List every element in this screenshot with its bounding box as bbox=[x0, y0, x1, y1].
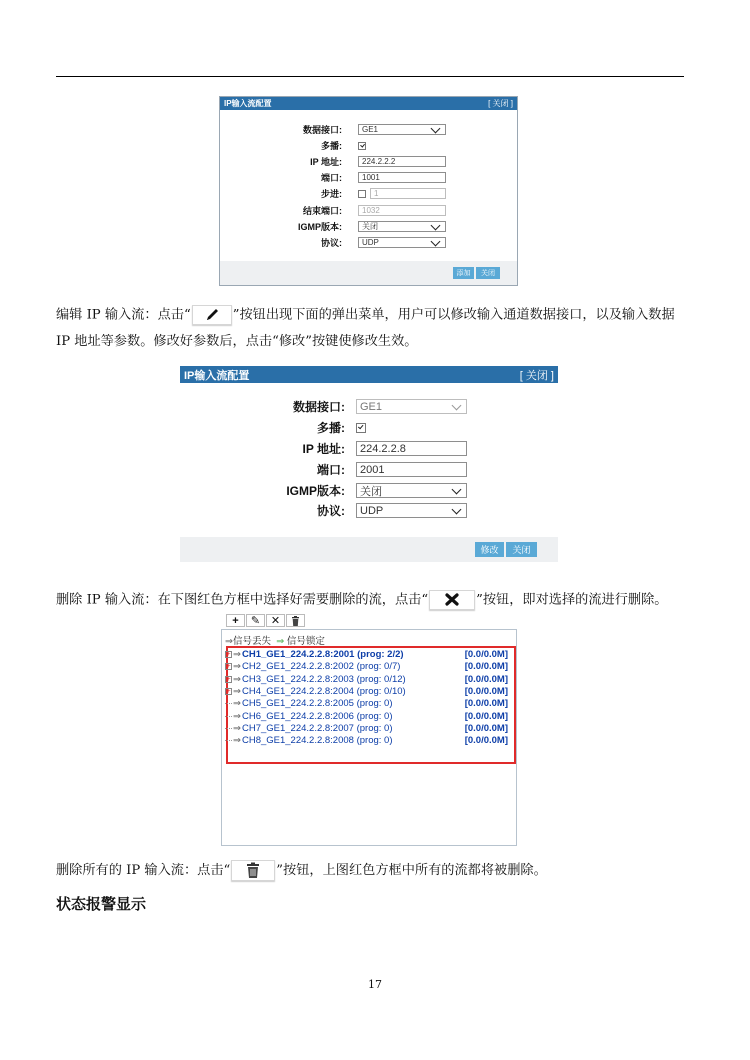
dialog-title: IP输入流配置 bbox=[224, 99, 272, 108]
delete-stream-button[interactable]: ✕ bbox=[266, 614, 285, 627]
channel-row[interactable] bbox=[225, 686, 508, 697]
checkbox-step[interactable] bbox=[358, 190, 366, 198]
channel-rate: [0.0/0.0M] bbox=[464, 661, 508, 673]
channel-row[interactable] bbox=[225, 661, 508, 672]
channel-row[interactable] bbox=[225, 674, 508, 685]
chevron-down-icon bbox=[452, 504, 462, 514]
page-number: 17 bbox=[368, 978, 382, 991]
select-interface[interactable]: GE1 bbox=[358, 124, 446, 135]
label-igmp: IGMP版本: bbox=[298, 222, 342, 232]
label-protocol: 协议: bbox=[317, 504, 345, 518]
tree-connector bbox=[225, 740, 232, 741]
signal-arrow-icon: ⇒ bbox=[233, 710, 241, 722]
input-port[interactable]: 1001 bbox=[358, 172, 446, 183]
edit-pencil-icon bbox=[192, 305, 232, 325]
label-port: 端口: bbox=[321, 173, 342, 183]
channel-row[interactable] bbox=[225, 698, 508, 709]
chevron-down-icon bbox=[431, 236, 441, 246]
channel-row[interactable] bbox=[225, 723, 508, 734]
tree-connector bbox=[225, 703, 232, 704]
checkbox-multicast[interactable] bbox=[358, 142, 366, 150]
channel-name: CH4_GE1_224.2.2.8:2004 (prog: 0/10) bbox=[241, 685, 406, 697]
input-stream-tree bbox=[221, 612, 517, 846]
row-interface bbox=[180, 398, 467, 415]
chevron-down-icon bbox=[452, 400, 462, 410]
label-ip: IP 地址: bbox=[310, 157, 342, 167]
channel-rate: [0.0/0.0M] bbox=[464, 710, 508, 722]
channel-rate: [0.0/0.0M] bbox=[464, 735, 508, 747]
chevron-down-icon bbox=[431, 123, 441, 133]
input-ip[interactable]: 224.2.2.2 bbox=[358, 156, 446, 167]
chevron-down-icon bbox=[452, 484, 462, 494]
expand-icon[interactable]: + bbox=[226, 675, 231, 683]
input-port[interactable]: 2001 bbox=[356, 462, 467, 477]
signal-arrow-icon: ⇒ bbox=[233, 673, 241, 685]
label-multicast: 多播: bbox=[317, 421, 345, 435]
channel-row[interactable] bbox=[225, 711, 508, 722]
row-igmp bbox=[220, 220, 446, 233]
tree-panel bbox=[221, 629, 517, 846]
signal-lost-arrow-icon: ⇒ bbox=[225, 636, 233, 647]
ip-input-config-dialog-add bbox=[219, 96, 518, 286]
tree-toolbar bbox=[226, 614, 306, 627]
header-rule bbox=[56, 76, 684, 77]
label-step: 步进: bbox=[321, 189, 342, 199]
row-protocol bbox=[180, 502, 467, 519]
dialog-close-link[interactable]: [ 关闭 ] bbox=[519, 369, 554, 382]
channel-rate: [0.0/0.0M] bbox=[464, 649, 508, 660]
label-protocol: 协议: bbox=[321, 238, 342, 248]
input-end-port[interactable]: 1032 bbox=[358, 205, 446, 216]
channel-name: CH2_GE1_224.2.2.8:2002 (prog: 0/7) bbox=[241, 661, 401, 673]
channel-row[interactable] bbox=[225, 735, 508, 746]
signal-arrow-icon: ⇒ bbox=[233, 698, 241, 710]
select-igmp[interactable]: 关闭 bbox=[358, 221, 446, 232]
row-port bbox=[180, 461, 467, 478]
signal-locked-arrow-icon: ⇒ bbox=[276, 636, 285, 647]
dialog-close-link[interactable]: [ 关闭 ] bbox=[488, 99, 513, 108]
input-step[interactable]: 1 bbox=[370, 188, 446, 199]
delete-all-button[interactable] bbox=[286, 614, 305, 627]
select-protocol[interactable]: UDP bbox=[356, 503, 467, 518]
row-ip bbox=[220, 155, 446, 168]
row-end-port bbox=[220, 204, 446, 217]
label-port: 端口: bbox=[317, 463, 345, 477]
row-multicast bbox=[220, 139, 366, 152]
signal-legend: ⇒信号丢失 ⇒ 信号锁定 bbox=[225, 636, 325, 647]
channel-name: CH7_GE1_224.2.2.8:2007 (prog: 0) bbox=[241, 722, 393, 734]
trash-icon bbox=[291, 616, 300, 626]
row-ip bbox=[180, 440, 467, 457]
label-igmp: IGMP版本: bbox=[286, 484, 345, 498]
paragraph-delete: 删除 IP 输入流：在下图红色方框中选择好需要删除的流，点击“ ”按钮，即对选择的流进行删除。 bbox=[56, 590, 667, 610]
signal-arrow-icon: ⇒ bbox=[233, 722, 241, 734]
signal-arrow-icon: ⇒ bbox=[233, 661, 241, 673]
dialog-title: IP输入流配置 bbox=[184, 369, 250, 382]
channel-rate: [0.0/0.0M] bbox=[464, 698, 508, 710]
channel-name: CH5_GE1_224.2.2.8:2005 (prog: 0) bbox=[241, 698, 393, 710]
delete-x-icon bbox=[429, 590, 475, 610]
channel-name: CH1_GE1_224.2.2.8:2001 (prog: 2/2) bbox=[241, 649, 404, 660]
signal-arrow-icon: ⇒ bbox=[233, 685, 241, 697]
dialog-header bbox=[180, 366, 558, 383]
select-interface[interactable]: GE1 bbox=[356, 399, 467, 414]
expand-icon[interactable]: + bbox=[226, 663, 231, 671]
section-heading: 状态报警显示 bbox=[56, 895, 147, 913]
expand-icon[interactable]: + bbox=[226, 651, 231, 658]
expand-icon[interactable]: + bbox=[226, 687, 231, 695]
tree-connector bbox=[225, 716, 232, 717]
edit-stream-button[interactable]: ✎ bbox=[246, 614, 265, 627]
paragraph-edit-line1: 编辑 IP 输入流：点击“ ”按钮出现下面的弹出菜单，用户可以修改输入通道数据接口，以及输入数据 bbox=[56, 305, 675, 325]
row-interface bbox=[220, 123, 446, 136]
row-port bbox=[220, 171, 446, 184]
paragraph-delete-all: 删除所有的 IP 输入流：点击“ ”按钮，上图红色方框中所有的流都将被删除。 bbox=[56, 860, 547, 881]
label-interface: 数据接口: bbox=[303, 125, 342, 135]
chevron-down-icon bbox=[431, 220, 441, 230]
row-multicast bbox=[180, 419, 366, 436]
ip-input-config-dialog-edit bbox=[180, 366, 558, 562]
signal-arrow-icon: ⇒ bbox=[233, 649, 241, 660]
row-step bbox=[220, 187, 446, 200]
close-button[interactable]: 关闭 bbox=[476, 267, 500, 279]
paragraph-edit-line2: IP 地址等参数。修改好参数后，点击“修改”按键使修改生效。 bbox=[56, 334, 418, 349]
checkbox-multicast[interactable] bbox=[356, 423, 366, 433]
label-end-port: 结束端口: bbox=[303, 206, 342, 216]
channel-rate: [0.0/0.0M] bbox=[464, 673, 508, 685]
select-igmp[interactable]: 关闭 bbox=[356, 483, 467, 498]
dialog-header bbox=[220, 97, 517, 110]
select-protocol[interactable]: UDP bbox=[358, 237, 446, 248]
modify-button[interactable]: 修改 bbox=[475, 542, 504, 557]
label-ip: IP 地址: bbox=[302, 442, 345, 456]
trash-icon bbox=[231, 860, 275, 881]
tree-connector bbox=[225, 728, 232, 729]
channel-rate: [0.0/0.0M] bbox=[464, 722, 508, 734]
close-button[interactable]: 关闭 bbox=[506, 542, 537, 557]
signal-arrow-icon: ⇒ bbox=[233, 735, 241, 747]
row-igmp bbox=[180, 482, 467, 499]
row-protocol bbox=[220, 236, 446, 249]
label-interface: 数据接口: bbox=[293, 400, 345, 414]
channel-row[interactable] bbox=[225, 649, 508, 660]
channel-rate: [0.0/0.0M] bbox=[464, 685, 508, 697]
label-multicast: 多播: bbox=[321, 141, 342, 151]
channel-name: CH8_GE1_224.2.2.8:2008 (prog: 0) bbox=[241, 735, 393, 747]
channel-name: CH3_GE1_224.2.2.8:2003 (prog: 0/12) bbox=[241, 673, 406, 685]
add-stream-button[interactable]: + bbox=[226, 614, 245, 627]
add-button[interactable]: 添加 bbox=[453, 267, 474, 279]
input-ip[interactable]: 224.2.2.8 bbox=[356, 441, 467, 456]
channel-name: CH6_GE1_224.2.2.8:2006 (prog: 0) bbox=[241, 710, 393, 722]
